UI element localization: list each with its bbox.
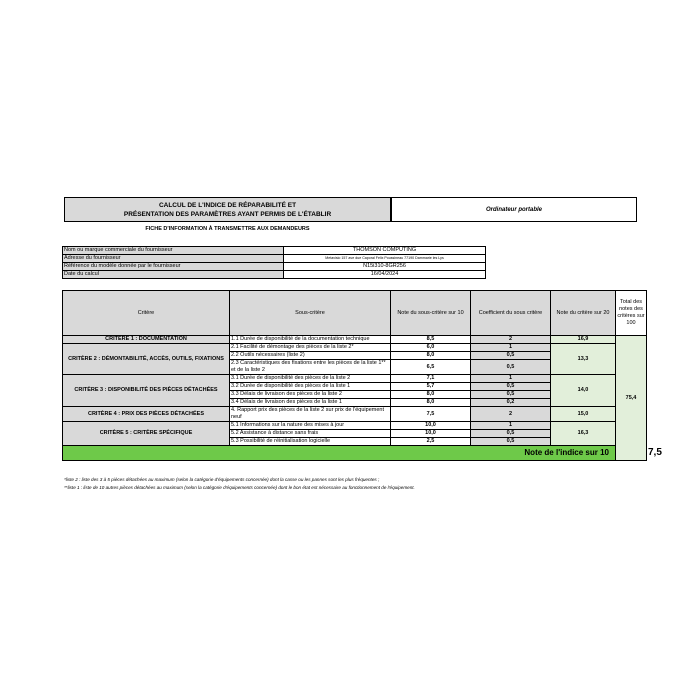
criterion-name: CRITÈRE 1 : DOCUMENTATION xyxy=(63,336,230,344)
subcriterion-coef: 0,5 xyxy=(471,352,551,360)
subcriterion-label: 1.1 Durée de disponibilité de la documentation technique xyxy=(230,336,391,344)
final-score-label: Note de l'indice sur 10 xyxy=(63,446,616,461)
subcriterion-note: 8,0 xyxy=(391,391,471,399)
supplier-value: THOMSON COMPUTING xyxy=(284,247,486,255)
subcriterion-note: 10,0 xyxy=(391,430,471,438)
subcriterion-note: 8,0 xyxy=(391,352,471,360)
subcriterion-coef: 1 xyxy=(471,375,551,383)
header-total: Total des notes des critères sur 100 xyxy=(616,291,647,336)
criterion-note20: 13,3 xyxy=(551,344,616,375)
subcriterion-note: 5,7 xyxy=(391,383,471,391)
supplier-label: Nom ou marque commerciale du fournisseur xyxy=(63,247,284,255)
subcriterion-coef: 0,5 xyxy=(471,391,551,399)
subcriterion-note: 8,5 xyxy=(391,336,471,344)
subcriterion-note: 2,5 xyxy=(391,438,471,446)
subcriterion-coef: 1 xyxy=(471,344,551,352)
table-row xyxy=(63,407,647,422)
subcriterion-note: 7,5 xyxy=(391,407,471,422)
header-subcriterion: Sous-critère xyxy=(230,291,391,336)
supplier-info-table xyxy=(62,246,486,279)
final-score-row: Note de l'indice sur 10 7,5 xyxy=(63,446,647,461)
table-row xyxy=(63,375,647,383)
supplier-label: Date du calcul xyxy=(63,271,284,279)
subcriterion-coef: 0,5 xyxy=(471,360,551,375)
table-row xyxy=(63,336,647,344)
sheet-subtitle: FICHE D'INFORMATION À TRANSMETTRE AUX DEMANDEURS xyxy=(145,226,310,232)
subcriterion-label: 3.4 Délais de livraison des pièces de la liste 1 xyxy=(230,399,391,407)
criterion-name: CRITÈRE 2 : DÉMONTABILITÉ, ACCÈS, OUTILS, FIXATIONS xyxy=(63,344,230,375)
criterion-name: CRITÈRE 5 : CRITÈRE SPÉCIFIQUE xyxy=(63,422,230,446)
subcriterion-coef: 2 xyxy=(471,336,551,344)
supplier-label: Adresse du fournisseur xyxy=(63,255,284,263)
subcriterion-note: 10,0 xyxy=(391,422,471,430)
supplier-row xyxy=(63,263,486,271)
supplier-value: N15i310-8GR256 xyxy=(284,263,486,271)
subcriterion-note: 6,5 xyxy=(391,360,471,375)
criterion-note20: 16,9 xyxy=(551,336,616,344)
subcriterion-label: 2.1 Facilité de démontage des pièces de la liste 2* xyxy=(230,344,391,352)
subcriterion-label: 5.1 Informations sur la nature des mises à jour xyxy=(230,422,391,430)
criterion-name: CRITÈRE 3 : DISPONIBILITÉ DES PIÈCES DÉTACHÉES xyxy=(63,375,230,407)
subcriterion-coef: 1 xyxy=(471,422,551,430)
subcriterion-note: 6,0 xyxy=(391,344,471,352)
footnote-list-2: *liste 2 : liste des 3 à 5 pièces détachées au maximum (selon la catégorie d'équipements concernée) dont la casse ou les pannes sont les plus fréquentes ; xyxy=(64,477,380,482)
total-score: 75,4 xyxy=(616,336,647,461)
header-note10: Note du sous-critère sur 10 xyxy=(391,291,471,336)
subcriterion-coef: 0,2 xyxy=(471,399,551,407)
table-header-row xyxy=(63,291,647,336)
subcriterion-coef: 2 xyxy=(471,407,551,422)
repairability-table xyxy=(62,290,662,461)
header-coef: Coefficient du sous critère xyxy=(471,291,551,336)
criterion-note20: 14,0 xyxy=(551,375,616,407)
subcriterion-label: 5.2 Assistance à distance sans frais xyxy=(230,430,391,438)
supplier-label: Référence du modèle donnée par le fournisseur xyxy=(63,263,284,271)
supplier-row xyxy=(63,247,486,255)
subcriterion-coef: 0,5 xyxy=(471,438,551,446)
subcriterion-label: 3.3 Délais de livraison des pièces de la liste 2 xyxy=(230,391,391,399)
sheet-title-line-2: PRÉSENTATION DES PARAMÈTRES AYANT PERMIS DE L'ÉTABLIR xyxy=(123,210,332,218)
supplier-row xyxy=(63,271,486,279)
subcriterion-label: 5.3 Possibilité de réinitialisation logicielle xyxy=(230,438,391,446)
supplier-row xyxy=(63,255,486,263)
subcriterion-coef: 0,5 xyxy=(471,430,551,438)
criterion-note20: 16,3 xyxy=(551,422,616,446)
header-note20: Note du critère sur 20 xyxy=(551,291,616,336)
product-type: Ordinateur portable xyxy=(391,197,637,222)
criterion-name: CRITÈRE 4 : PRIX DES PIÈCES DÉTACHÉES xyxy=(63,407,230,422)
subcriterion-label: 3.1 Durée de disponibilité des pièces de la liste 2 xyxy=(230,375,391,383)
subcriterion-label: 3.2 Durée de disponibilité des pièces de la liste 1 xyxy=(230,383,391,391)
header-criterion: Critère xyxy=(63,291,230,336)
subcriterion-label: 4. Rapport prix des pièces de la liste 2 sur prix de l'équipement neuf xyxy=(230,407,391,422)
footnote-list-1: **liste 1 : liste de 10 autres pièces détachées au maximum (selon la catégorie d'équipements concernée) dont le bon état est nécessaire au fonctionnement de l'équipement. xyxy=(64,485,415,490)
subcriterion-coef: 0,5 xyxy=(471,383,551,391)
supplier-value: Metavisio 157 ave due Caporal Felix Poussineau 77190 Dammarie les Lys xyxy=(284,255,486,263)
subcriterion-label: 2.3 Caractéristiques des fixations entre les pièces de la liste 1** et de la liste 2 xyxy=(230,360,391,375)
table-row xyxy=(63,344,647,352)
sheet-title xyxy=(64,197,391,222)
subcriterion-note: 7,1 xyxy=(391,375,471,383)
subcriterion-label: 2.2 Outils nécessaires (liste 2) xyxy=(230,352,391,360)
table-row xyxy=(63,422,647,430)
footnotes xyxy=(64,476,664,492)
supplier-value: 16/04/2024 xyxy=(284,271,486,279)
subcriterion-note: 8,0 xyxy=(391,399,471,407)
sheet-title-line-1: CALCUL DE L'INDICE DE RÉPARABILITÉ ET xyxy=(158,201,297,209)
criterion-note20: 15,0 xyxy=(551,407,616,422)
